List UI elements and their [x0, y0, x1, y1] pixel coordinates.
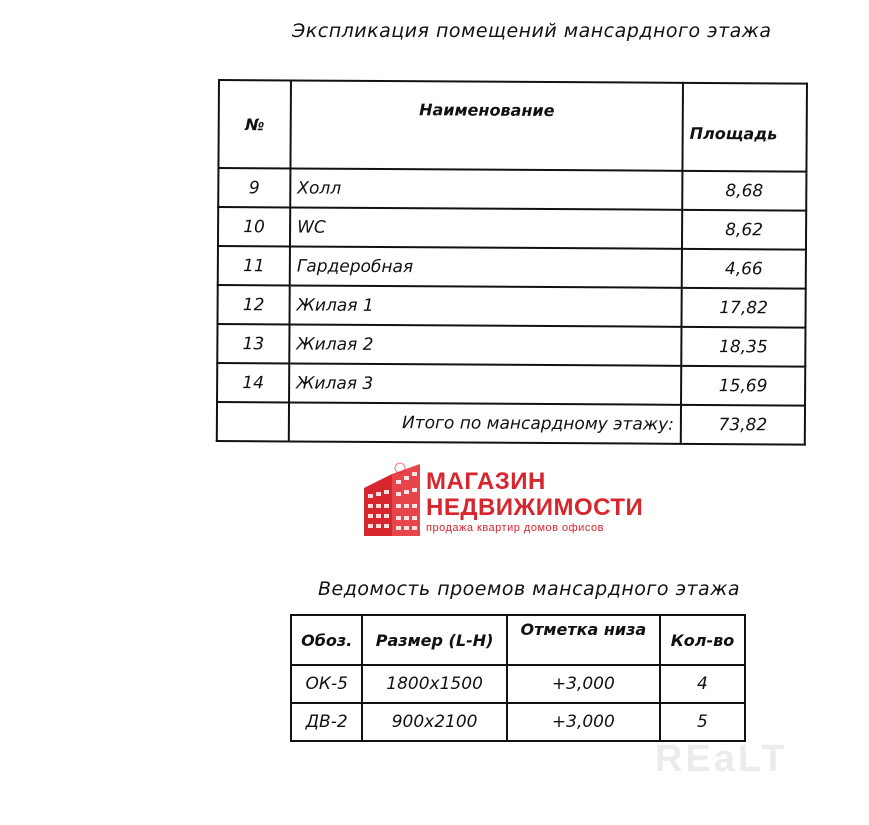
- room-name: WC: [290, 207, 682, 248]
- table-header-row: [291, 615, 745, 665]
- room-num: 10: [218, 207, 290, 246]
- room-area: 4,66: [682, 249, 806, 289]
- table-row: [218, 285, 806, 328]
- openings-title: Ведомость проемов мансардного этажа: [318, 578, 740, 600]
- room-area: 17,82: [681, 288, 805, 328]
- table-row: [217, 324, 805, 367]
- room-num: 13: [217, 324, 289, 363]
- total-label: Итого по мансардному этажу:: [289, 402, 681, 443]
- header-qty: Кол-во: [660, 615, 745, 665]
- openings-table: [290, 614, 746, 742]
- room-area: 8,68: [682, 171, 806, 211]
- room-area: 18,35: [681, 327, 805, 367]
- opening-qty: 5: [660, 703, 745, 741]
- room-num: 12: [218, 285, 290, 324]
- table-row: [291, 703, 745, 741]
- room-name: Жилая 3: [289, 363, 681, 404]
- table-row: [218, 207, 806, 250]
- room-num: 9: [218, 168, 290, 207]
- table-total-row: [217, 402, 805, 445]
- opening-size: 1800х1500: [362, 665, 506, 703]
- header-num: №: [218, 80, 291, 168]
- logo: [362, 460, 644, 540]
- table-header-row: [218, 80, 807, 172]
- header-area: Площадь: [682, 83, 807, 172]
- logo-tagline: продажа квартир домов офисов: [426, 522, 604, 534]
- table-row: [291, 665, 745, 703]
- building-logo-icon: [362, 460, 422, 538]
- room-area: 8,62: [682, 210, 806, 250]
- header-name: Наименование: [290, 80, 683, 170]
- logo-line1: МАГАЗИН: [426, 468, 546, 495]
- opening-qty: 4: [660, 665, 745, 703]
- table-row: [218, 246, 806, 289]
- opening-code: ОК-5: [291, 665, 362, 703]
- total-value: 73,82: [681, 405, 805, 445]
- opening-mark: +3,000: [507, 703, 660, 741]
- watermark: REaLT: [655, 738, 788, 780]
- room-name: Гардеробная: [290, 246, 682, 287]
- opening-mark: +3,000: [507, 665, 660, 703]
- room-num: 11: [218, 246, 290, 285]
- explication-table: [216, 79, 808, 446]
- room-area: 15,69: [681, 366, 805, 406]
- total-empty-cell: [217, 402, 289, 441]
- header-size: Размер (L-H): [362, 615, 506, 665]
- table-row: [217, 363, 805, 406]
- logo-line2: НЕДВИЖИМОСТИ: [426, 494, 644, 521]
- header-code: Обоз.: [291, 615, 362, 665]
- room-name: Жилая 1: [290, 285, 682, 326]
- opening-code: ДВ-2: [291, 703, 362, 741]
- room-num: 14: [217, 363, 289, 402]
- opening-size: 900х2100: [362, 703, 506, 741]
- room-name: Холл: [290, 168, 682, 209]
- header-mark: Отметка низа: [507, 615, 660, 665]
- table-row: [218, 168, 806, 211]
- explication-title: Экспликация помещений мансардного этажа: [292, 20, 772, 42]
- room-name: Жилая 2: [289, 324, 681, 365]
